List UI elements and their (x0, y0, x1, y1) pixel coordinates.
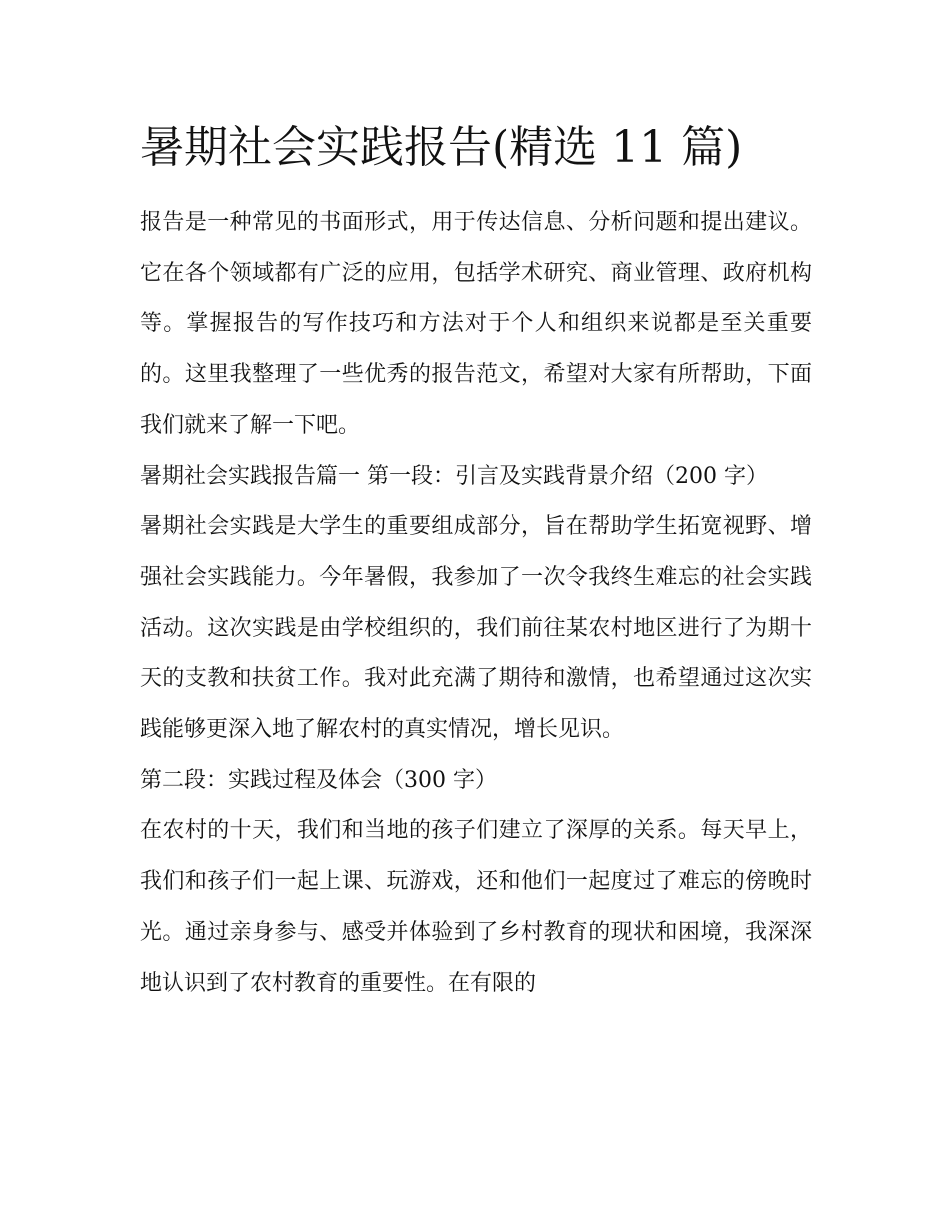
section2-paragraph: 在农村的十天，我们和当地的孩子们建立了深厚的关系。每天早上，我们和孩子们一起上课、玩游戏，还和他们一起度过了难忘的傍晚时光。通过亲身参与、感受并体验到了乡村教育的现状和困境，我深深地认识到了农村教育的重要性。在有限的 (140, 818, 812, 996)
intro-paragraph: 报告是一种常见的书面形式，用于传达信息、分析问题和提出建议。它在各个领域都有广泛的应用，包括学术研究、商业管理、政府机构等。掌握报告的写作技巧和方法对于个人和组织来说都是至关重要的。这里我整理了一些优秀的报告范文，希望对大家有所帮助，下面我们就来了解一下吧。 (140, 210, 812, 438)
document-body (140, 198, 812, 1009)
document-title: 暑期社会实践报告(精选 11 篇) (140, 122, 743, 173)
section-heading-part1: 暑期社会实践报告篇一 第一段：引言及实践背景介绍（200 字） (140, 463, 768, 489)
section-heading-part2: 第二段：实践过程及体会（300 字） (140, 767, 497, 793)
section1-paragraph: 暑期社会实践是大学生的重要组成部分，旨在帮助学生拓宽视野、增强社会实践能力。今年暑假，我参加了一次令我终生难忘的社会实践活动。这次实践是由学校组织的，我们前往某农村地区进行了为期十天的支教和扶贫工作。我对此充满了期待和激情，也希望通过这次实践能够更深入地了解农村的真实情况，增长见识。 (140, 514, 812, 743)
